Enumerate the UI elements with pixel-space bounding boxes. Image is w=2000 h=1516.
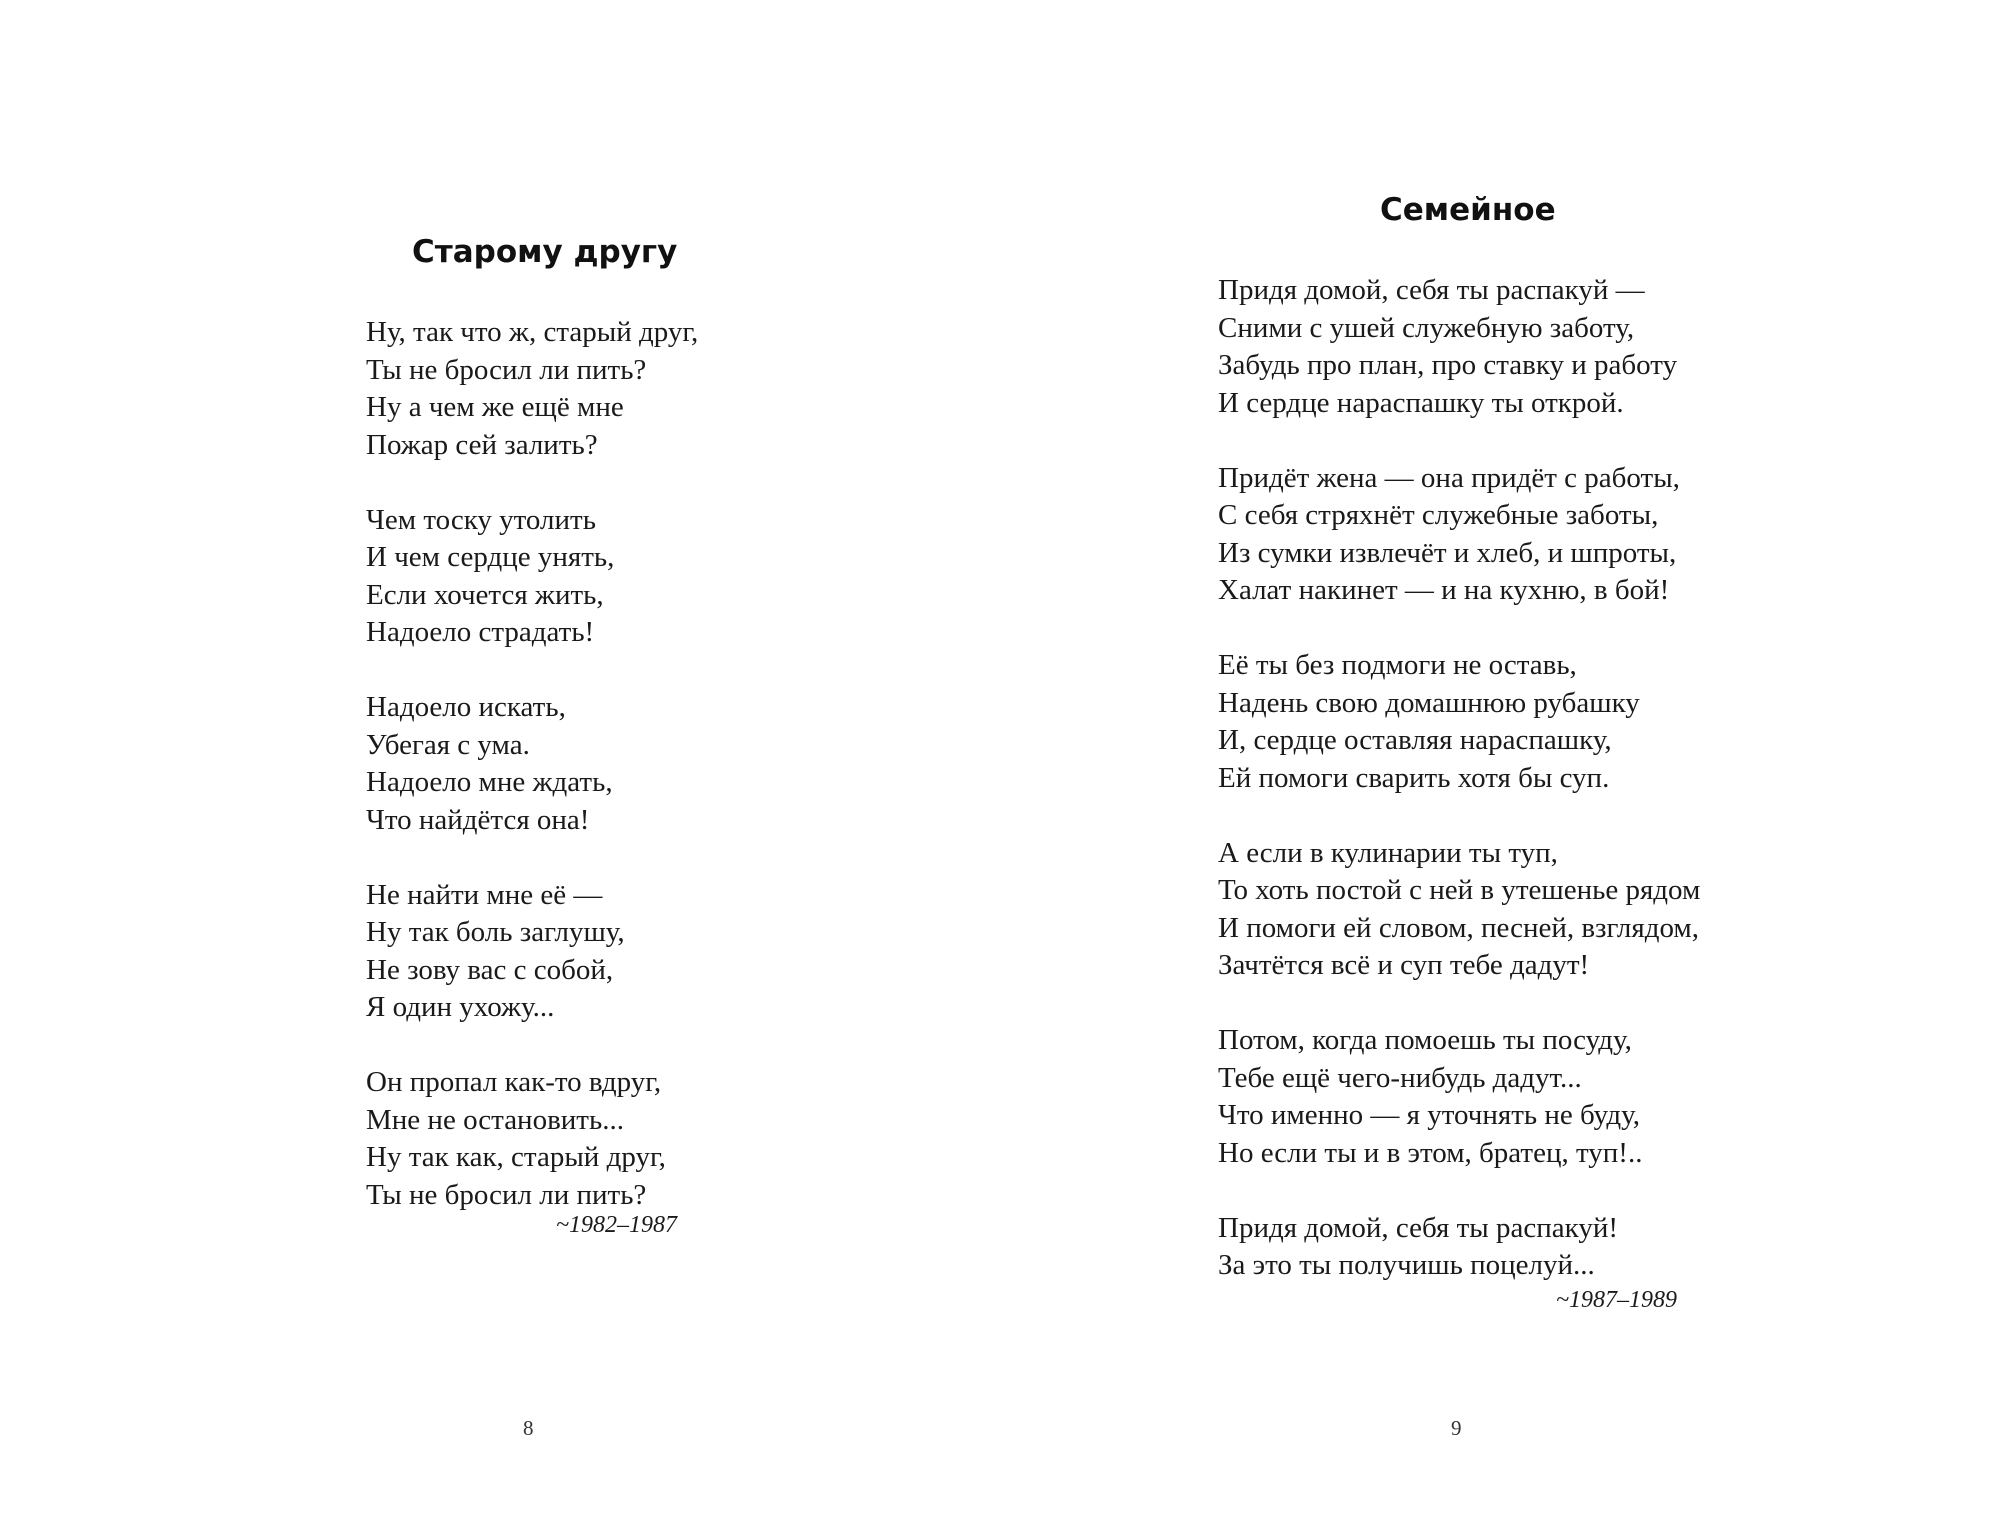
stanza [1218, 647, 1700, 797]
poem-line: Что именно — я уточнять не буду, [1218, 1099, 1640, 1131]
poem-line: Тебе ещё чего-нибудь дадут... [1218, 1061, 1582, 1094]
poem-line: Он пропал как-то вдруг, [366, 1066, 662, 1098]
poem-line: Придя домой, себя ты распакуй! [1218, 1211, 1618, 1244]
poem-line: И помоги ей словом, песней, взглядом, [1218, 911, 1700, 944]
poem-line: Надоело искать, [366, 691, 566, 723]
stanza [366, 314, 698, 464]
stanza [366, 689, 698, 839]
poem-line: Что найдётся она! [366, 803, 590, 836]
poem-line: Мне не остановить... [366, 1103, 624, 1136]
poem-line: Надоело страдать! [366, 616, 595, 648]
poem-line: Убегая с ума. [366, 728, 530, 761]
stanza [1218, 272, 1700, 422]
poem-line: Ну так как, старый друг, [366, 1141, 666, 1173]
left-poem-body [366, 314, 698, 1214]
stanza [366, 502, 698, 652]
poem-line: Ну а чем же ещё мне [366, 391, 624, 423]
left-poem-date: ~1982–1987 [556, 1212, 677, 1238]
poem-line: Ты не бросил ли пить? [366, 1178, 647, 1211]
poem-line: Надень свою домашнюю рубашку [1218, 686, 1640, 719]
poem-line: И сердце нараспашку ты открой. [1218, 386, 1624, 419]
poem-line: Ну, так что ж, старый друг, [366, 316, 699, 348]
poem-line: А если в кулинарии ты туп, [1218, 836, 1558, 869]
poem-line: Придя домой, себя ты распакуй — [1218, 274, 1645, 306]
stanza [366, 1064, 698, 1214]
poem-line: Чем тоску утолить [366, 503, 596, 536]
poem-line: Забудь про план, про ставку и работу [1218, 349, 1678, 381]
left-poem-title: Старому другу [412, 234, 678, 270]
poem-line: Не зову вас с собой, [366, 953, 614, 986]
poem-line: Потом, когда помоешь ты посуду, [1218, 1024, 1632, 1056]
right-page-number: 9 [1451, 1416, 1462, 1440]
poem-line: С себя стряхнёт служебные заботы, [1218, 499, 1659, 531]
right-poem-date: ~1987–1989 [1556, 1287, 1677, 1313]
poem-line: И, сердце оставляя нараспашку, [1218, 724, 1612, 756]
right-poem-body [1218, 272, 1700, 1285]
stanza [1218, 1210, 1700, 1285]
poem-line: Пожар сей залить? [366, 428, 598, 461]
left-page-number: 8 [523, 1416, 534, 1440]
poem-line: Халат накинет — и на кухню, в бой! [1218, 574, 1670, 606]
stanza [1218, 1022, 1700, 1172]
right-poem-title: Семейное [1380, 192, 1556, 228]
stanza [1218, 835, 1700, 985]
poem-line: Не найти мне её — [366, 878, 603, 911]
poem-line: Сними с ушей служебную заботу, [1218, 311, 1635, 344]
stanza [1218, 460, 1700, 610]
poem-line: Её ты без подмоги не оставь, [1218, 649, 1577, 681]
poem-line: Зачтётся всё и суп тебе дадут! [1218, 949, 1590, 981]
poem-line: И чем сердце унять, [366, 541, 615, 573]
poem-line: Из сумки извлечёт и хлеб, и шпроты, [1218, 536, 1677, 569]
poem-line: Ты не бросил ли пить? [366, 353, 647, 386]
poem-line: Надоело мне ждать, [366, 766, 613, 798]
poem-line: Ей помоги сварить хотя бы суп. [1218, 761, 1610, 794]
poem-line: Но если ты и в этом, братец, туп!.. [1218, 1136, 1643, 1169]
poem-line: Ну так боль заглушу, [366, 916, 625, 948]
poem-line: Придёт жена — она придёт с работы, [1218, 461, 1680, 494]
stanza [366, 877, 698, 1027]
poem-line: Я один ухожу... [366, 991, 555, 1023]
poem-line: Если хочется жить, [366, 578, 604, 611]
poem-line: За это ты получишь поцелуй... [1218, 1249, 1595, 1281]
poem-line: То хоть постой с ней в утешенье рядом [1218, 874, 1701, 906]
